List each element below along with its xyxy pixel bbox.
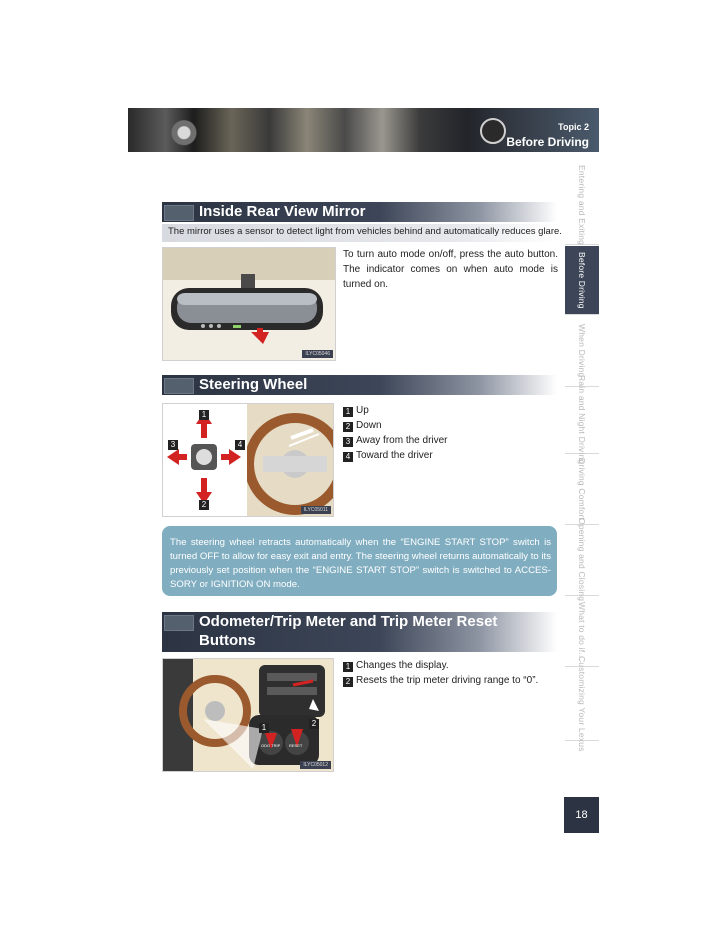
tab-label: Customizing Your Lexus [577,655,587,752]
item-number: 2 [343,677,353,687]
item-text: Up [356,405,369,416]
item-text: Away from the driver [356,435,448,446]
steering-illustration [163,404,333,516]
section-title-text: Inside Rear View Mirror [199,203,366,220]
tab-label: What to do if... [577,601,587,660]
item-text: Down [356,420,382,431]
list-item [343,433,558,448]
steering-note [162,526,557,596]
image-label: 3 [168,440,178,450]
item-number: 1 [343,662,353,672]
mirror-subtitle-bar [162,224,562,242]
tab-label: Before Driving [577,251,587,309]
lexus-logo [480,118,506,144]
steering-note-text: The steering wheel retracts automatically when the “ENGINE START STOP” switch is turned OFF to allow for easy exit and entry. The steering wheel returns automatically to its previously set position when the “ENGINE START STOP” switch is switched to ACCES-SORY or IGNITION ON mode. [170,537,551,590]
odo-trip-button-label: ODO TRIP [261,743,281,748]
mirror-subtitle: The mirror uses a sensor to detect light from vehicles behind and automatically reduces glare. [168,226,562,237]
section-marker [164,378,194,394]
image-label: 2 [199,500,209,510]
mirror-description: To turn auto mode on/off, press the auto button. The indicator comes on when auto mode is turned on. [343,249,558,290]
list-item [343,403,558,418]
odometer-image [162,658,334,772]
steering-list [343,403,558,463]
tab-driving-comfort[interactable] [565,454,599,525]
odometer-list [343,658,558,688]
list-item [343,673,558,688]
image-label: 1 [259,723,269,733]
mirror-image [162,247,336,361]
item-number: 2 [343,422,353,432]
section-title-steering [162,375,557,395]
section-title-mirror [162,202,557,222]
steering-image [162,403,334,517]
image-code: ILYC05012 [300,761,331,769]
image-label: 1 [199,410,209,420]
tab-label: Entering and Exiting [577,164,587,246]
reset-button-label: RESET [289,743,303,748]
mirror-illustration [163,248,335,360]
tab-before-driving[interactable] [565,246,599,315]
image-label: 2 [309,719,319,729]
tab-customizing[interactable] [565,655,599,752]
item-number: 3 [343,437,353,447]
page-number: 18 [564,797,599,833]
section-title-odometer [162,612,557,652]
list-item [343,658,558,673]
section-title-text-line2: Buttons [199,632,256,649]
section-marker [164,205,194,221]
tab-opening-closing[interactable] [565,518,599,602]
image-label: 4 [235,440,245,450]
tab-label: Driving Comfort [577,457,587,521]
section-marker [164,615,194,631]
tab-rain-night-driving[interactable] [565,375,599,465]
topic-title: Before Driving [506,135,589,149]
list-item [343,418,558,433]
item-number: 4 [343,452,353,462]
headlight-image [148,114,208,148]
list-item [343,448,558,463]
tab-label: Opening and Closing [577,518,587,602]
odometer-illustration [163,659,333,771]
tab-label: When Driving [577,323,587,378]
section-title-text: Steering Wheel [199,376,308,393]
image-code: ILYC05011 [301,506,331,514]
item-text: Changes the display. [356,660,449,671]
header-banner [128,108,599,152]
item-text: Resets the trip meter driving range to “0”. [356,675,539,686]
item-text: Toward the driver [356,450,433,461]
topic-label: Topic 2 [558,122,589,132]
tab-label: Rain and Night Driving [577,375,587,465]
tab-entering-exiting[interactable] [565,166,599,245]
item-number: 1 [343,407,353,417]
image-code: ILYC05046 [302,350,333,358]
section-title-text: Odometer/Trip Meter and Trip Meter Reset [199,613,498,630]
